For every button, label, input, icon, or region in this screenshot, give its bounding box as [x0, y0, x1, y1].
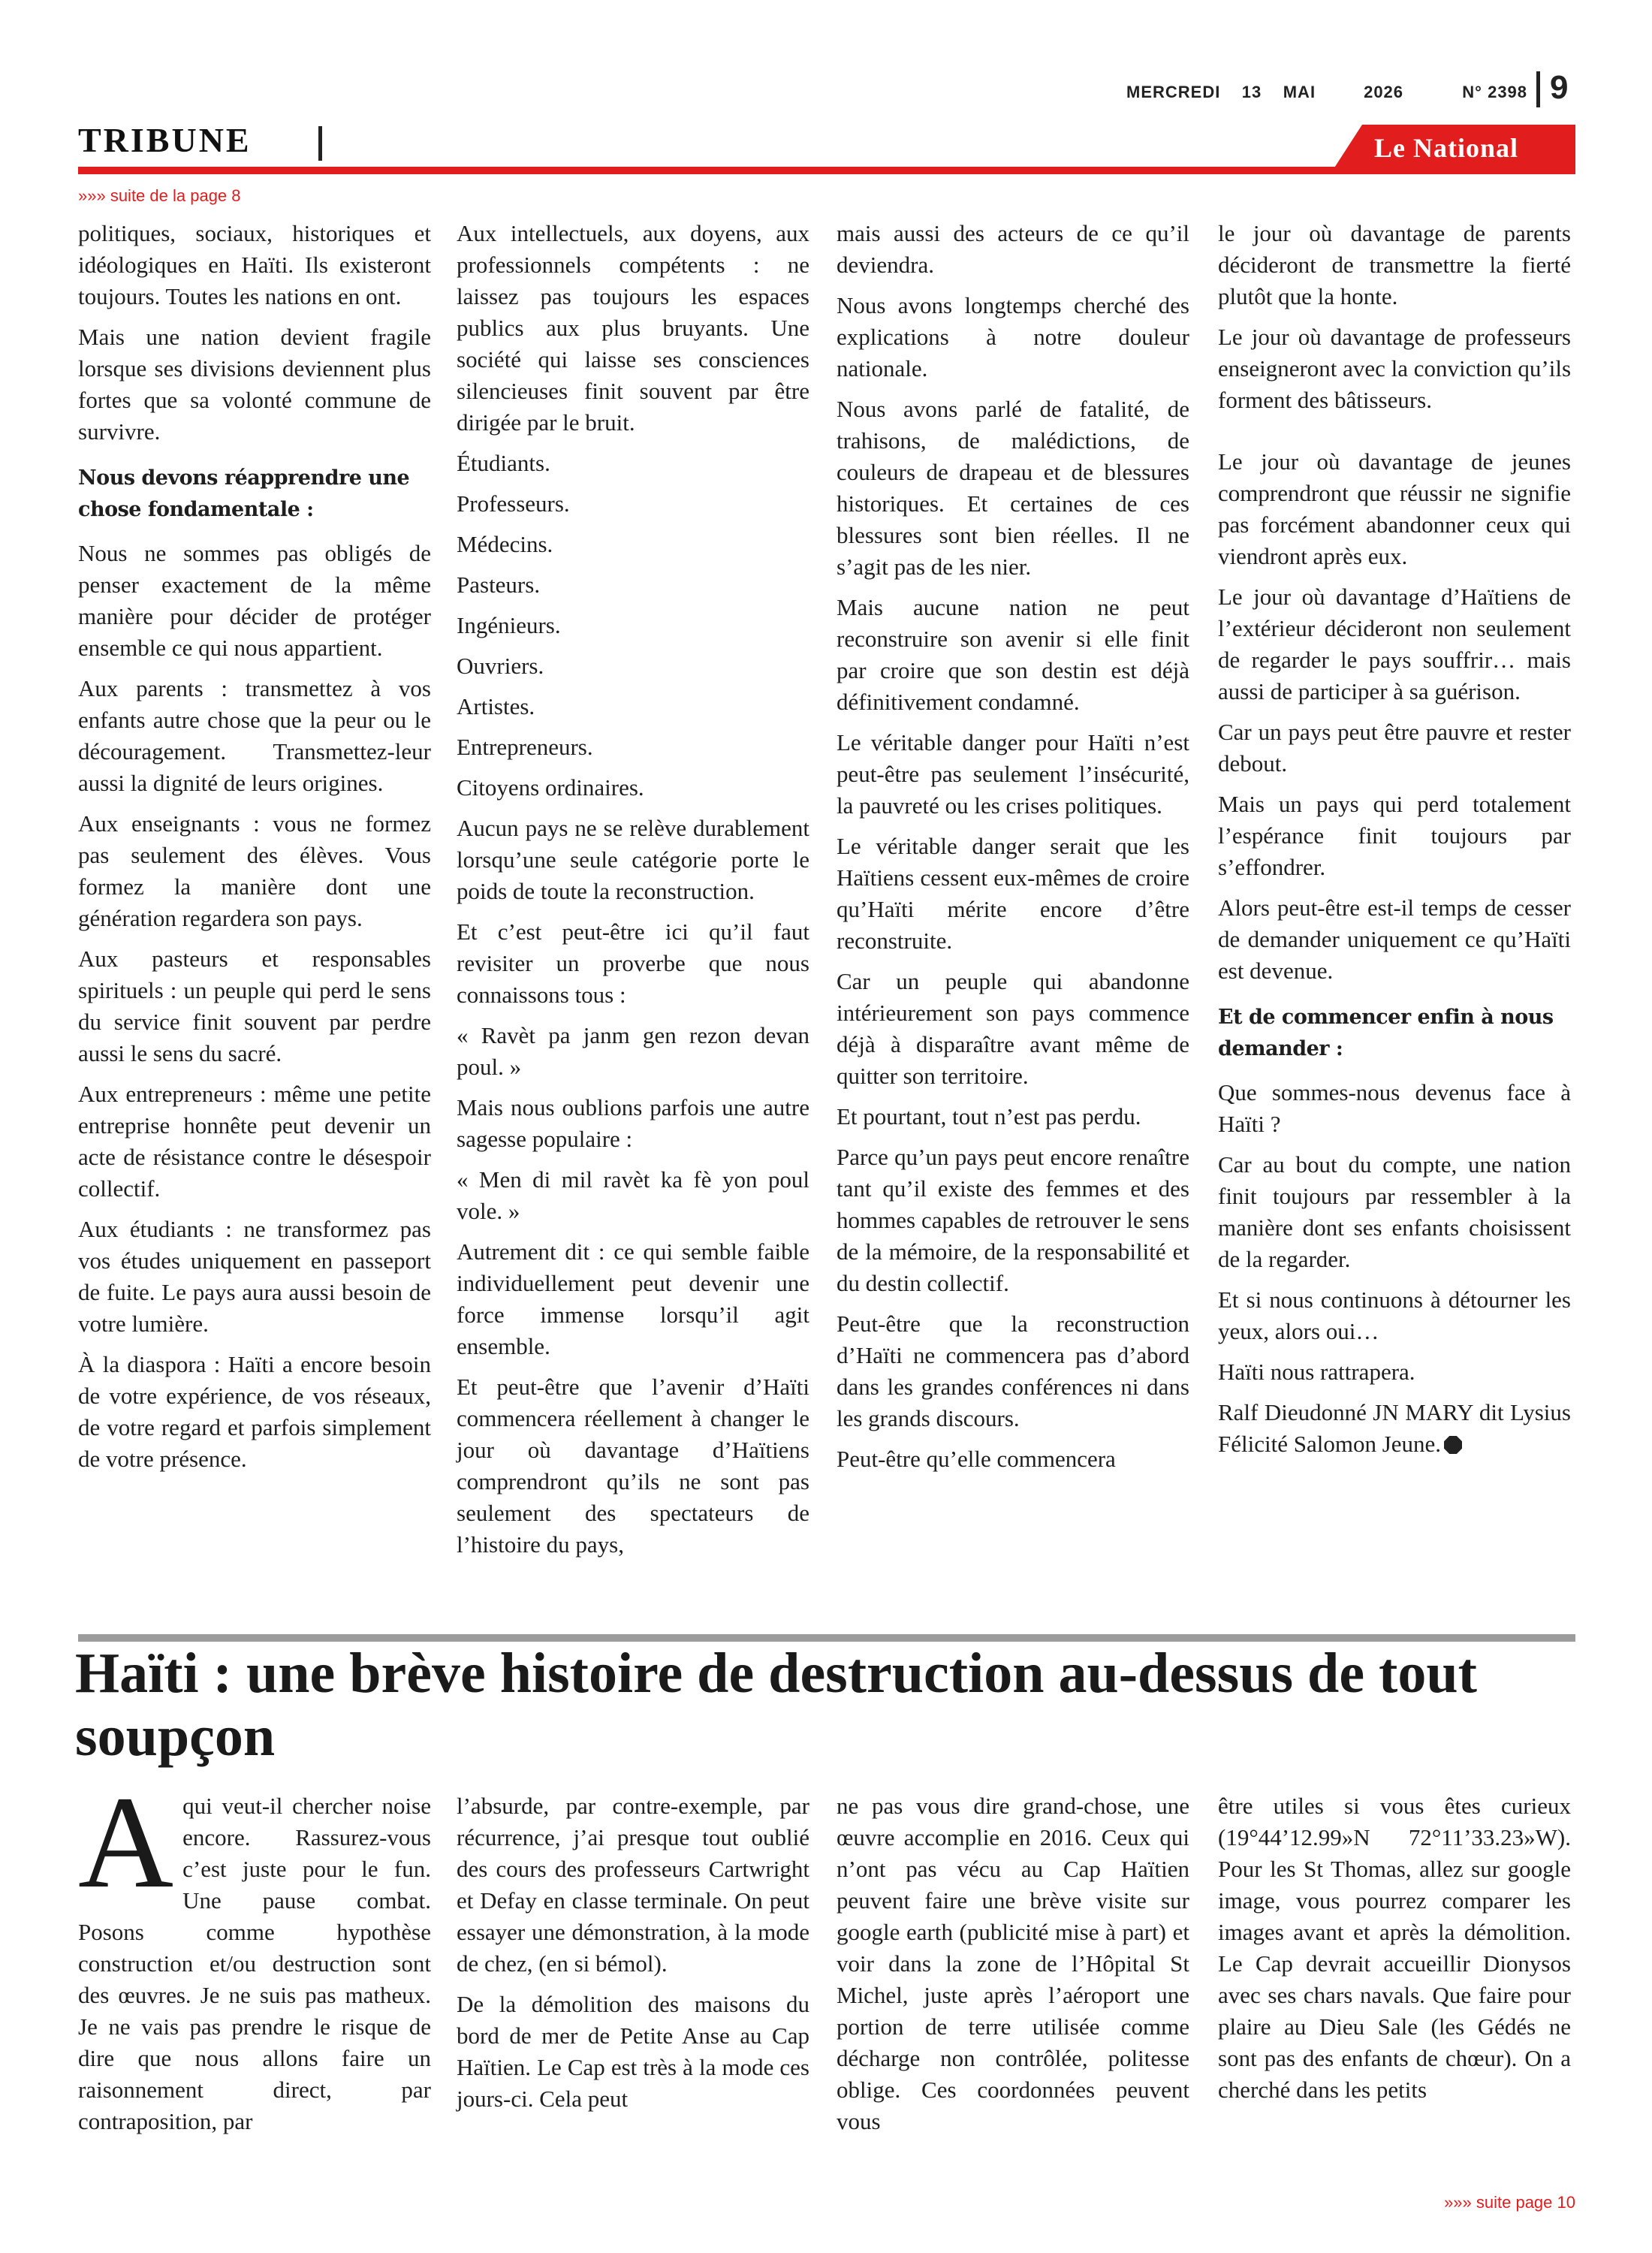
paragraph: Aux enseignants : vous ne formez pas seulement des élèves. Vous formez la manière dont une génération regardera son pays. — [78, 810, 431, 931]
page-number-divider — [1536, 71, 1540, 107]
date-number: 13 — [1241, 83, 1262, 101]
bottom-article-column-1 — [78, 1769, 431, 2146]
paragraph: mais aussi des acteurs de ce qu’il deviendra. — [837, 220, 1189, 278]
section-divider — [318, 126, 322, 161]
paragraph: Le jour où davantage de jeunes comprendront que réussir ne signifie pas forcément abandonner ceux qui viendront après eux. — [1218, 448, 1571, 569]
top-article-column-3 — [837, 218, 1189, 1484]
paragraph: Nous avons parlé de fatalité, de trahisons, de malédictions, de couleurs de drapeau et de blessures historiques. Et certaines de ces blessures sont bien réelles. Il ne s’agit pas de les nier. — [837, 396, 1189, 580]
list-item: Entrepreneurs. — [457, 734, 593, 760]
paragraph: Peut-être qu’elle commencera — [837, 1446, 1116, 1472]
paragraph: être utiles si vous êtes curieux (19°44’12.99»N 72°11’33.23»W). Pour les St Thomas, allez sur google image, vous pourrez comparer les images avant et après la démolition. Le Cap devrait accueillir Dionysos avec ses chars navals. Que faire pour plaire au Dieu Sale (les Gédés ne sont pas des enfants de chœur). On a cherché dans les petits — [1218, 1793, 1571, 2103]
paragraph: Car un peuple qui abandonne intérieurement son pays commence déjà à disparaître avant même de quitter son territoire. — [837, 968, 1189, 1089]
page-number: 9 — [1550, 69, 1569, 106]
paragraph: Aux intellectuels, aux doyens, aux professionnels compétents : ne laissez pas toujours les espaces publics aux plus bruyants. Une société qui laisse ses consciences silencieuses finit souvent par être dirigée par le bruit. — [457, 220, 809, 436]
paragraph: Aux entrepreneurs : même une petite entreprise honnête peut devenir un acte de résistance contre le désespoir collectif. — [78, 1081, 431, 1202]
date-day: MERCREDI — [1126, 83, 1221, 101]
paragraph: Le jour où davantage de professeurs enseigneront avec la conviction qu’ils forment des bâtisseurs. — [1218, 324, 1572, 413]
top-article-column-1 — [78, 218, 431, 1484]
paragraph: Aucun pays ne se relève durablement lorsqu’une seule catégorie porte le poids de toute la reconstruction. — [457, 815, 809, 904]
list-item: Médecins. — [457, 531, 553, 557]
continued-on-label: »»» suite page 10 — [1444, 2193, 1575, 2212]
section-title: TRIBUNE — [78, 121, 252, 159]
list-item: Professeurs. — [457, 490, 570, 517]
paragraph: Et c’est peut-être ici qu’il faut revisiter un proverbe que nous connaissons tous : — [457, 918, 809, 1008]
date-month: MAI — [1283, 83, 1316, 101]
quote: « Men di mil ravèt ka fè yon poul vole. » — [457, 1166, 809, 1224]
date-year: 2026 — [1364, 83, 1404, 101]
paragraph: Aux pasteurs et responsables spirituels : un peuple qui perd le sens du service finit souvent par perdre aussi le sens du sacré. — [78, 946, 431, 1066]
paragraph-text: qui veut-il chercher noise encore. Rassurez-vous c’est juste pour le fun. Une pause combat. Posons comme hypothèse construction et/ou destruction sont des œuvres. Je ne suis pas matheux. Je ne vais pas prendre le risque de dire que nous allons faire un raisonnement direct, par contraposition, par — [78, 1793, 431, 2134]
publication-name: Le National — [1374, 133, 1519, 163]
paragraph: l’absurde, par contre-exemple, par récurrence, j’ai presque tout oublié des cours des professeurs Cartwright et Defay en classe terminale. On peut essayer une démonstration, à la mode de chez, (en si bémol). — [457, 1793, 809, 1977]
article-divider — [78, 1634, 1575, 1642]
drop-cap: A — [78, 1769, 174, 1916]
paragraph: Que sommes-nous devenus face à Haïti ? — [1218, 1079, 1571, 1137]
list-item: Pasteurs. — [457, 572, 541, 598]
bottom-article-column-3 — [837, 1790, 1189, 2146]
top-article-column-4 — [1218, 218, 1571, 1469]
list-item: Artistes. — [457, 693, 535, 719]
paragraph: ne pas vous dire grand-chose, une œuvre accomplie en 2016. Ceux qui n’ont pas vécu au Cap Haïtien peuvent faire une brève visite sur google earth (publicité mise à part) et voir dans la zone de l’Hôpital St Michel, juste après l’aéroport une portion de terre utilisée comme décharge non contrôlée, politesse oblige. Ces coordonnées peuvent vous — [837, 1793, 1189, 2134]
end-mark-icon — [1444, 1436, 1462, 1454]
paragraph: Le jour où davantage d’Haïtiens de l’extérieur décideront non seulement de regarder le pays souffrir… mais aussi de participer à sa guérison. — [1218, 584, 1571, 704]
paragraph: Nous ne sommes pas obligés de penser exactement de la même manière pour décider de protéger ensemble ce qui nous appartient. — [78, 540, 431, 661]
author-name: Ralf Dieudonné JN MARY dit Lysius Félicité Salomon Jeune. — [1218, 1399, 1571, 1457]
continued-from-label: »»» suite de la page 8 — [78, 186, 241, 205]
paragraph: Nous avons longtemps cherché des explications à notre douleur nationale. — [837, 292, 1189, 382]
paragraph: Mais nous oublions parfois une autre sagesse populaire : — [457, 1094, 809, 1152]
paragraph: Car au bout du compte, une nation finit toujours par ressembler à la manière dont ses enfants choisissent de la regarder. — [1218, 1151, 1571, 1272]
list-item: Ouvriers. — [457, 653, 544, 679]
quote: « Ravèt pa janm gen rezon devan poul. » — [457, 1022, 809, 1080]
paragraph: Aux parents : transmettez à vos enfants autre chose que la peur ou le découragement. Transmettez-leur aussi la dignité de leurs origines. — [78, 675, 431, 796]
paragraph: Mais un pays qui perd totalement l’espérance finit toujours par s’effondrer. — [1218, 791, 1571, 880]
paragraph: Aux étudiants : ne transformez pas vos études uniquement en passeport de fuite. Le pays aura aussi besoin de votre lumière. — [78, 1216, 431, 1337]
subheading: Nous devons réapprendre une chose fondamentale : — [78, 466, 410, 521]
paragraph: Et pourtant, tout n’est pas perdu. — [837, 1103, 1141, 1130]
paragraph: Et peut-être que l’avenir d’Haïti commencera réellement à changer le jour où davantage d’Haïtiens comprendront qu’ils ne sont pas seulement des spectateurs de l’histoire du pays, — [457, 1374, 809, 1558]
paragraph: Haïti nous rattrapera. — [1218, 1359, 1415, 1385]
author-signature — [1218, 1397, 1571, 1460]
paragraph: Mais une nation devient fragile lorsque ses divisions deviennent plus fortes que sa volonté commune de survivre. — [78, 324, 431, 445]
paragraph: Et si nous continuons à détourner les yeux, alors oui… — [1218, 1286, 1571, 1344]
paragraph — [78, 1769, 431, 2137]
paragraph: Parce qu’un pays peut encore renaître tant qu’il existe des femmes et des hommes capables de retrouver le sens de la mémoire, de la responsabilité et du destin collectif. — [837, 1144, 1189, 1296]
paragraph: Le véritable danger serait que les Haïtiens cessent eux-mêmes de croire qu’Haïti mérite encore d’être reconstruite. — [837, 833, 1189, 954]
subheading: Et de commencer enfin à nous demander : — [1218, 1006, 1554, 1060]
paragraph: Car un pays peut être pauvre et rester debout. — [1218, 719, 1571, 777]
paragraph: Autrement dit : ce qui semble faible individuellement peut devenir une force immense lorsqu’il agit ensemble. — [457, 1238, 809, 1359]
paragraph: politiques, sociaux, historiques et idéologiques en Haïti. Ils existeront toujours. Toutes les nations en ont. — [78, 220, 431, 309]
issue-number: N° 2398 — [1462, 83, 1528, 101]
top-article-column-2 — [457, 218, 809, 1570]
bottom-article-column-2 — [457, 1790, 809, 2124]
bottom-article-column-4 — [1218, 1790, 1571, 2115]
paragraph: Mais aucune nation ne peut reconstruire son avenir si elle finit par croire que son destin est déjà définitivement condamné. — [837, 594, 1189, 715]
list-item: Citoyens ordinaires. — [457, 774, 644, 801]
paragraph: Alors peut-être est-il temps de cesser de demander uniquement ce qu’Haïti est devenue. — [1218, 894, 1571, 984]
paragraph: À la diaspora : Haïti a encore besoin de votre expérience, de vos réseaux, de votre regard et parfois simplement de votre présence. — [78, 1351, 431, 1472]
list-item: Étudiants. — [457, 450, 550, 476]
paragraph: Peut-être que la reconstruction d’Haïti ne commencera pas d’abord dans les grandes conférences ni dans les grands discours. — [837, 1310, 1189, 1431]
paragraph: le jour où davantage de parents décideront de transmettre la fierté plutôt que la honte. — [1218, 220, 1571, 309]
issue-dateline — [1126, 83, 1577, 102]
article-headline: Haïti : une brève histoire de destruction au-dessus de tout soupçon — [75, 1642, 1477, 1768]
list-item: Ingénieurs. — [457, 612, 561, 638]
paragraph: De la démolition des maisons du bord de mer de Petite Anse au Cap Haïtien. Le Cap est très à la mode ces jours-ci. Cela peut — [457, 1991, 809, 2112]
paragraph: Le véritable danger pour Haïti n’est peut-être pas seulement l’insécurité, la pauvreté ou les crises politiques. — [837, 729, 1189, 819]
